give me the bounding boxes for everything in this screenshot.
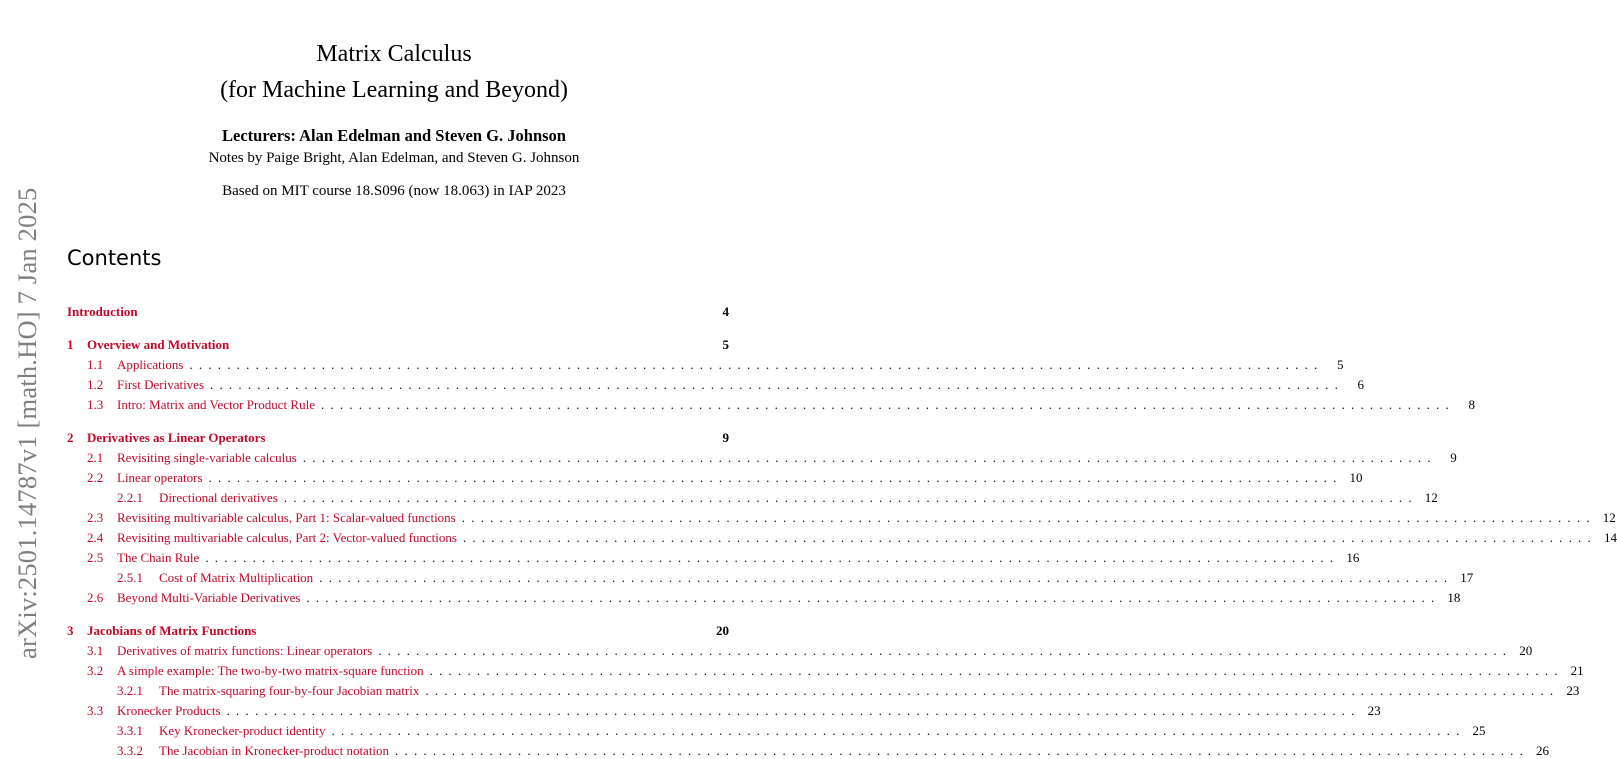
toc-section-entry[interactable] [67, 663, 1584, 679]
arxiv-identifier: arXiv:2501.14787v1 [math.HO] 7 Jan 2025 [12, 187, 42, 659]
toc-page-number: 20 [716, 623, 729, 638]
toc-dot-leader: ........................................................................................................................ [208, 470, 1343, 485]
lecturers-line: Lecturers: Alan Edelman and Steven G. Johnson [222, 126, 566, 145]
toc-entry-number: 2.2.1 [117, 490, 143, 505]
paper-subtitle: (for Machine Learning and Beyond) [220, 77, 568, 103]
toc-page-number: 21 [1570, 663, 1584, 678]
toc-dot-leader: ........................................................................................................................ [283, 490, 1418, 505]
toc-dot-leader: ........................................................................................................................ [320, 397, 1455, 412]
toc-page-number: 9 [1450, 450, 1457, 465]
toc-dot-leader: ........................................................................................................................ [189, 357, 1324, 372]
notes-authors-line: Notes by Paige Bright, Alan Edelman, and Steven G. Johnson [208, 150, 580, 166]
toc-dot-leader: ........................................................................................................................ [302, 450, 1437, 465]
toc-dot-leader: ........................................................................................................................ [306, 590, 1441, 605]
toc-dot-leader: ........................................................................................................................ [395, 743, 1530, 758]
toc-dot-leader: ........................................................................................................................ [226, 703, 1361, 718]
toc-entry-number: 3.1 [87, 643, 104, 658]
toc-entry-number: 3 [67, 623, 74, 638]
toc-entry-link[interactable]: Key Kronecker-product identity [159, 723, 326, 738]
toc-entry-number: 2.6 [87, 590, 104, 605]
toc-section-entry[interactable] [67, 590, 1461, 606]
toc-entry-link[interactable]: Overview and Motivation [87, 337, 230, 352]
toc-entry-link[interactable]: Revisiting multivariable calculus, Part 2: Vector-valued functions [117, 530, 457, 545]
toc-entry-link[interactable]: A simple example: The two-by-two matrix-square function [117, 663, 424, 678]
toc-page-number: 12 [1602, 510, 1616, 525]
toc-section-entry[interactable] [67, 377, 1365, 393]
toc-page-number: 5 [722, 337, 729, 352]
toc-page-number: 25 [1472, 723, 1486, 738]
toc-page-number: 26 [1536, 743, 1550, 758]
course-line: Based on MIT course 18.S096 (now 18.063) in IAP 2023 [222, 183, 566, 199]
toc-entry-number: 2 [67, 430, 74, 445]
toc-section-entry[interactable] [67, 470, 1363, 486]
toc-entry-link[interactable]: Directional derivatives [159, 490, 278, 505]
toc-section-entry[interactable] [67, 357, 1344, 373]
toc-page-number: 5 [1336, 357, 1344, 372]
toc-section-entry[interactable] [67, 490, 1438, 506]
toc-section-entry[interactable] [67, 643, 1533, 659]
toc-dot-leader: ........................................................................................................................ [429, 663, 1564, 678]
toc-page-number: 4 [722, 304, 729, 319]
toc-chapter-entry[interactable] [67, 430, 729, 446]
toc-section-entry[interactable] [67, 550, 1360, 566]
toc-chapter-entry[interactable] [67, 623, 729, 639]
toc-entry-number: 3.3.1 [117, 723, 143, 738]
toc-page-number: 9 [722, 430, 729, 445]
toc-entry-link[interactable]: Beyond Multi-Variable Derivatives [117, 590, 301, 605]
toc-entry-link[interactable]: Derivatives of matrix functions: Linear operators [117, 643, 373, 658]
toc-chapter-entry[interactable] [67, 337, 729, 353]
toc-section-entry[interactable] [67, 530, 1617, 546]
toc-entry-link[interactable]: Jacobians of Matrix Functions [87, 623, 257, 638]
toc-page-number: 23 [1566, 683, 1580, 698]
toc-page-number: 17 [1460, 570, 1474, 585]
toc-entry-link[interactable]: The Jacobian in Kronecker-product notation [159, 743, 390, 758]
toc-dot-leader: ........................................................................................................................ [461, 510, 1596, 525]
toc-dot-leader: ........................................................................................................................ [378, 643, 1513, 658]
toc-entry-link[interactable]: Cost of Matrix Multiplication [159, 570, 314, 585]
contents-heading: Contents [67, 246, 162, 270]
toc-dot-leader: ........................................................................................................................ [462, 530, 1597, 545]
toc-page-number: 10 [1349, 470, 1363, 485]
toc-section-entry[interactable] [67, 570, 1474, 586]
toc-entry-link[interactable]: Derivatives as Linear Operators [87, 430, 266, 445]
toc-entry-link[interactable]: Linear operators [117, 470, 203, 485]
toc-entry-number: 2.5.1 [117, 570, 143, 585]
toc-entry-link[interactable]: Kronecker Products [117, 703, 221, 718]
toc-dot-leader: ........................................................................................................................ [205, 550, 1340, 565]
toc-entry-number: 2.3 [87, 510, 104, 525]
toc-section-entry[interactable] [67, 510, 1616, 526]
toc-entry-link[interactable]: First Derivatives [117, 377, 205, 392]
toc-dot-leader: ........................................................................................................................ [210, 377, 1345, 392]
toc-section-entry[interactable] [67, 683, 1580, 699]
toc-page-number: 16 [1346, 550, 1360, 565]
toc-page-number: 12 [1424, 490, 1438, 505]
toc-dot-leader: ........................................................................................................................ [425, 683, 1560, 698]
toc-entry-link[interactable]: Revisiting single-variable calculus [117, 450, 297, 465]
toc-page-number: 18 [1447, 590, 1461, 605]
toc-page-number: 6 [1357, 377, 1365, 392]
toc-entry-number: 1.2 [87, 377, 104, 392]
toc-section-entry[interactable] [67, 703, 1381, 719]
toc-entry-number: 3.3 [87, 703, 104, 718]
toc-section-entry[interactable] [67, 397, 1475, 413]
toc-section-entry[interactable] [67, 743, 1550, 759]
toc-entry-number: 3.2.1 [117, 683, 143, 698]
toc-chapter-entry[interactable] [67, 304, 729, 320]
toc-page-number: 14 [1603, 530, 1617, 545]
toc-entry-link[interactable]: Revisiting multivariable calculus, Part 1: Scalar-valued functions [117, 510, 456, 525]
paper-title: Matrix Calculus [316, 41, 472, 67]
toc-page-number: 8 [1468, 397, 1475, 412]
toc-entry-number: 1.3 [87, 397, 104, 412]
toc-entry-number: 1 [67, 337, 74, 352]
toc-dot-leader: ........................................................................................................................ [331, 723, 1466, 738]
toc-section-entry[interactable] [67, 450, 1457, 466]
toc-page-number: 20 [1519, 643, 1533, 658]
toc-entry-number: 2.4 [87, 530, 104, 545]
toc-entry-link[interactable]: The Chain Rule [117, 550, 200, 565]
toc-entry-link[interactable]: Applications [117, 357, 184, 372]
toc-page-number: 23 [1367, 703, 1381, 718]
toc-entry-link[interactable]: The matrix-squaring four-by-four Jacobian matrix [159, 683, 420, 698]
toc-entry-number: 3.2 [87, 663, 104, 678]
toc-entry-link[interactable]: Introduction [67, 304, 138, 319]
toc-entry-number: 2.2 [87, 470, 104, 485]
toc-section-entry[interactable] [67, 723, 1486, 739]
toc-entry-number: 1.1 [87, 357, 104, 372]
toc-entry-number: 2.5 [87, 550, 104, 565]
toc-entry-number: 3.3.2 [117, 743, 143, 758]
toc-dot-leader: ........................................................................................................................ [319, 570, 1454, 585]
toc-entry-link[interactable]: Intro: Matrix and Vector Product Rule [117, 397, 315, 412]
toc-entry-number: 2.1 [87, 450, 104, 465]
